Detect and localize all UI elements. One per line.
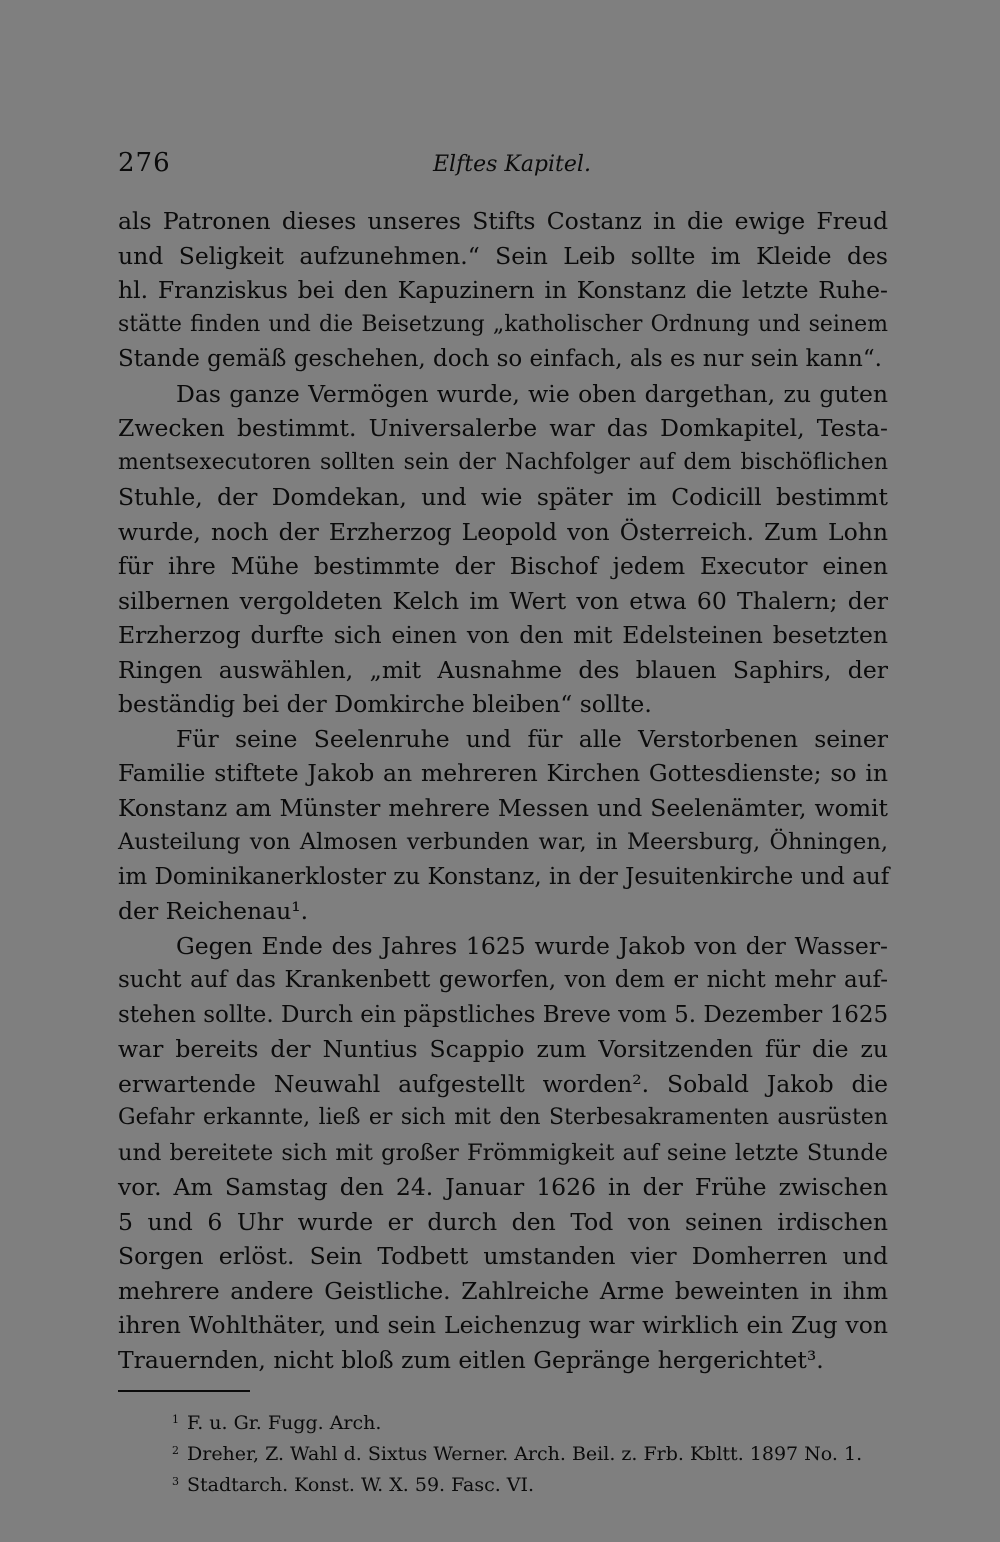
text-line: im Dominikanerkloster zu Konstanz, in der Jesuitenkirche und auf	[118, 863, 890, 890]
text-line: erwartende Neuwahl aufgestellt worden². Sobald Jakob die	[118, 1069, 888, 1098]
text-line: sucht auf das Krankenbett geworfen, von dem er nicht mehr auf-	[118, 967, 888, 993]
text-line: Für seine Seelenruhe und für alle Verstorbenen seiner	[176, 724, 888, 753]
text-line: der Reichenau¹.	[118, 897, 309, 925]
text-line: ihren Wohlthäter, und sein Leichenzug war wirklich ein Zug von	[118, 1311, 888, 1339]
text-line: als Patronen dieses unseres Stifts Costanz in die ewige Freud	[118, 207, 888, 235]
footnote-text: F. u. Gr. Fugg. Arch.	[187, 1412, 382, 1434]
text-line: Austeilung von Almosen verbunden war, in Meersburg, Öhningen,	[118, 829, 888, 855]
text-line: mentsexecutoren sollten sein der Nachfolger auf dem bischöflichen	[118, 449, 888, 475]
text-line: Stuhle, der Domdekan, und wie später im Codicill bestimmt	[118, 483, 888, 511]
text-line: Sorgen erlöst. Sein Todbett umstanden vier Domherren und	[118, 1242, 888, 1270]
text-line: Das ganze Vermögen wurde, wie oben dargethan, zu guten	[176, 379, 888, 408]
footnote-text: Stadtarch. Konst. W. X. 59. Fasc. VI.	[187, 1474, 535, 1496]
footnote-mark: 1	[172, 1413, 179, 1426]
text-line: hl. Franziskus bei den Kapuzinern in Konstanz die letzte Ruhe-	[118, 276, 888, 304]
text-line: Gefahr erkannte, ließ er sich mit den Sterbesakramenten ausrüsten	[118, 1105, 888, 1130]
footnotes	[172, 1404, 892, 1497]
text-line: war bereits der Nuntius Scappio zum Vorsitzenden für die zu	[118, 1035, 888, 1063]
text-line: stätte finden und die Beisetzung „katholischer Ordnung und seinem	[118, 311, 888, 337]
text-line: stehen sollte. Durch ein päpstliches Breve vom 5. Dezember 1625	[118, 1001, 889, 1028]
text-line: und Seligkeit aufzunehmen.“ Sein Leib sollte im Kleide des	[118, 241, 888, 270]
text-line: Ringen auswählen, „mit Ausnahme des blauen Saphirs, der	[118, 655, 888, 684]
page-number: 276	[118, 148, 171, 178]
text-line: Stande gemäß geschehen, doch so einfach, als es nur sein kann“.	[118, 346, 882, 372]
text-line: Gegen Ende des Jahres 1625 wurde Jakob von der Wasser-	[176, 931, 888, 960]
footnote	[172, 1435, 892, 1466]
text-line: wurde, noch der Erzherzog Leopold von Österreich. Zum Lohn	[118, 517, 888, 546]
footnote	[172, 1466, 892, 1497]
footnote-text: Dreher, Z. Wahl d. Sixtus Werner. Arch. Beil. z. Frb. Kbltt. 1897 No. 1.	[187, 1443, 863, 1465]
text-line: Zwecken bestimmt. Universalerbe war das Domkapitel, Testa-	[118, 414, 888, 442]
running-head: Elftes Kapitel.	[433, 152, 591, 177]
text-line: Familie stiftete Jakob an mehreren Kirchen Gottesdienste; so in	[118, 759, 888, 787]
footnote	[172, 1404, 892, 1435]
text-line: silbernen vergoldeten Kelch im Wert von etwa 60 Thalern; der	[118, 586, 888, 615]
text-line: Trauernden, nicht bloß zum eitlen Gepränge hergerichtet³.	[118, 1345, 824, 1374]
text-line: Konstanz am Münster mehrere Messen und Seelenämter, womit	[118, 793, 888, 822]
footnote-separator	[118, 1390, 250, 1392]
footnote-mark: 3	[172, 1475, 179, 1488]
body-text	[118, 204, 888, 1377]
text-line: beständig bei der Domkirche bleiben“ sollte.	[118, 690, 652, 718]
text-line: Erzherzog durfte sich einen von den mit Edelsteinen besetzten	[118, 621, 888, 649]
text-line: vor. Am Samstag den 24. Januar 1626 in der Frühe zwischen	[118, 1173, 888, 1201]
page-header	[118, 148, 888, 188]
text-line: mehrere andere Geistliche. Zahlreiche Arme beweinten in ihm	[118, 1276, 888, 1305]
text-line: 5 und 6 Uhr wurde er durch den Tod von seinen irdischen	[118, 1207, 888, 1236]
text-line: für ihre Mühe bestimmte der Bischof jedem Executor einen	[118, 552, 888, 580]
footnote-mark: 2	[172, 1444, 179, 1457]
text-line: und bereitete sich mit großer Frömmigkeit auf seine letzte Stunde	[118, 1139, 888, 1166]
